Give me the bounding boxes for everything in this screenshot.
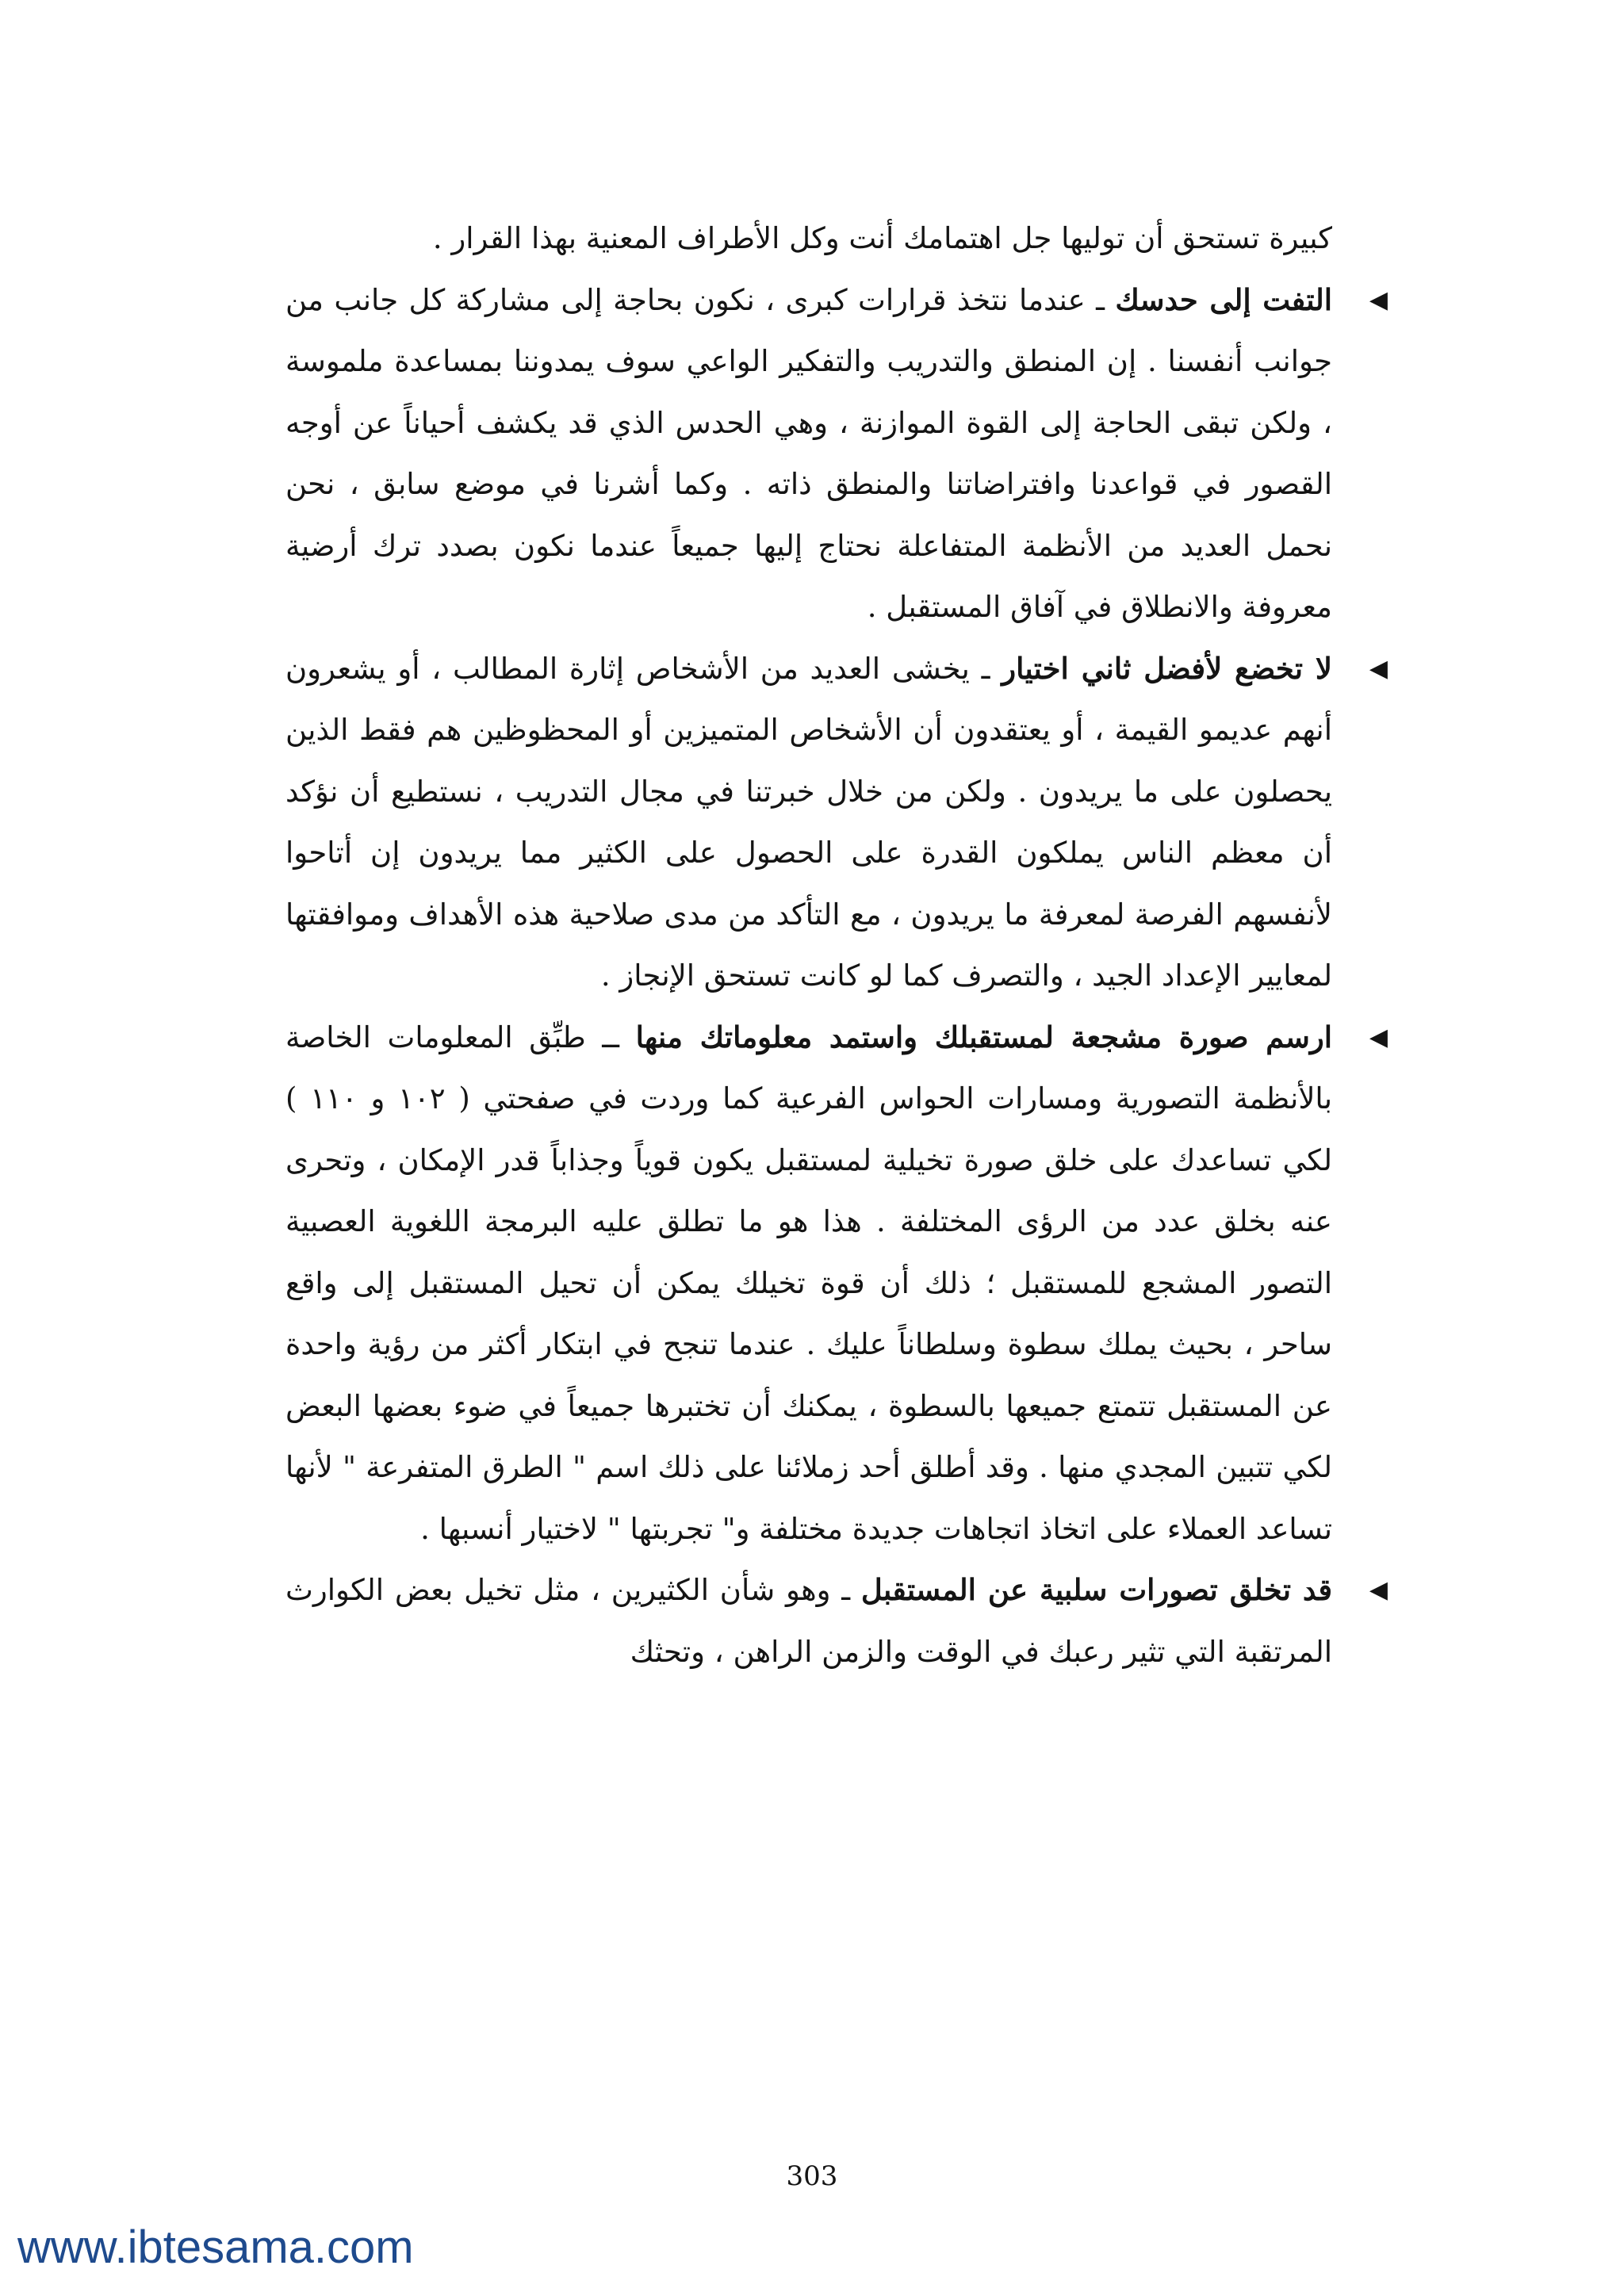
bullet-item-negative-images xyxy=(285,1559,1388,1682)
page-text-column xyxy=(285,208,1388,1682)
triangle-bullet-icon: ◀ xyxy=(1369,654,1388,683)
triangle-bullet-icon: ◀ xyxy=(1369,1023,1388,1051)
bullet-item-future-picture xyxy=(285,1007,1388,1560)
bullet-body: ـ وهو شأن الكثيرين ، مثل تخيل بعض الكوارث المرتقبة التي تثير رعبك في الوقت والزمن الراهن ، وتحثك xyxy=(285,1573,1332,1669)
bullet-heading: التفت إلى حدسك xyxy=(1115,281,1332,317)
bullet-body: ـ عندما نتخذ قرارات كبرى ، نكون بحاجة إلى مشاركة كل جانب من جوانب أنفسنا . إن المنطق والتدريب والتفكير الواعي سوف يمدوننا بمساعدة ملموسة ، ولكن تبقى الحاجة إلى القوة الموازنة ، وهي الحدس الذي قد يكشف أحياناً عن أوجه القصور في قواعدنا وافتراضاتنا والمنطق ذاته . وكما أشرنا في موضع سابق ، نحن نحمل العديد من الأنظمة المتفاعلة نحتاج إليها جميعاً عندما نكون بصدد ترك أرضية معروفة والانطلاق في آفاق المستقبل . xyxy=(285,282,1332,624)
page-number: 303 xyxy=(786,2160,838,2192)
bullet-item-intuition xyxy=(285,270,1388,638)
bullet-body: ــ طبِّق المعلومات الخاصة بالأنظمة التصورية ومسارات الحواس الفرعية كما وردت في صفحتي ( ١٠٢ و ١١٠ ) لكي تساعدك على خلق صورة تخيلية لمستقبل يكون قوياً وجذاباً قدر الإمكان ، وتحرى عنه بخلق عدد من الرؤى المختلفة . هذا هو ما تطلق عليه البرمجة اللغوية العصبية التصور المشجع للمستقبل ؛ ذلك أن قوة تخيلك يمكن أن تحيل المستقبل إلى واقع ساحر ، بحيث يملك سطوة وسلطاناً عليك . عندما تنجح في ابتكار أكثر من رؤية واحدة عن المستقبل تتمتع جميعها بالسطوة ، يمكنك أن تختبرها جميعاً في ضوء بعضها البعض لكي تتبين المجدي منها . وقد أطلق أحد زملائنا على ذلك اسم " الطرق المتفرعة " لأنها تساعد العملاء على اتخاذ اتجاهات جديدة مختلفة و" تجربتها " لاختيار أنسبها . xyxy=(285,1020,1332,1546)
bullet-item-second-best xyxy=(285,638,1388,1007)
continuation-paragraph: كبيرة تستحق أن توليها جل اهتمامك أنت وكل الأطراف المعنية بهذا القرار . xyxy=(432,221,1332,255)
triangle-bullet-icon: ◀ xyxy=(1369,285,1388,314)
bullet-body: ـ يخشى العديد من الأشخاص إثارة المطالب ، أو يشعرون أنهم عديمو القيمة ، أو يعتقدون أن الأشخاص المتميزين أو المحظوظين هم فقط الذين يحصلون على ما يريدون . ولكن من خلال خبرتنا في مجال التدريب ، نستطيع أن نؤكد أن معظم الناس يملكون القدرة على الحصول على الكثير مما يريدون إن أتاحوا لأنفسهم الفرصة لمعرفة ما يريدون ، مع التأكد من مدى صلاحية هذه الأهداف وموافقتها لمعايير الإعداد الجيد ، والتصرف كما لو كانت تستحق الإنجاز . xyxy=(285,651,1332,993)
bullet-heading: قد تخلق تصورات سلبية عن المستقبل xyxy=(860,1572,1332,1607)
site-watermark: www.ibtesama.com xyxy=(17,2221,414,2273)
bullet-heading: لا تخضع لأفضل ثاني اختيار xyxy=(1002,650,1332,686)
triangle-bullet-icon: ◀ xyxy=(1369,1576,1388,1604)
bullet-heading: ارسم صورة مشجعة لمستقبلك واستمد معلوماتك منها xyxy=(635,1019,1333,1054)
